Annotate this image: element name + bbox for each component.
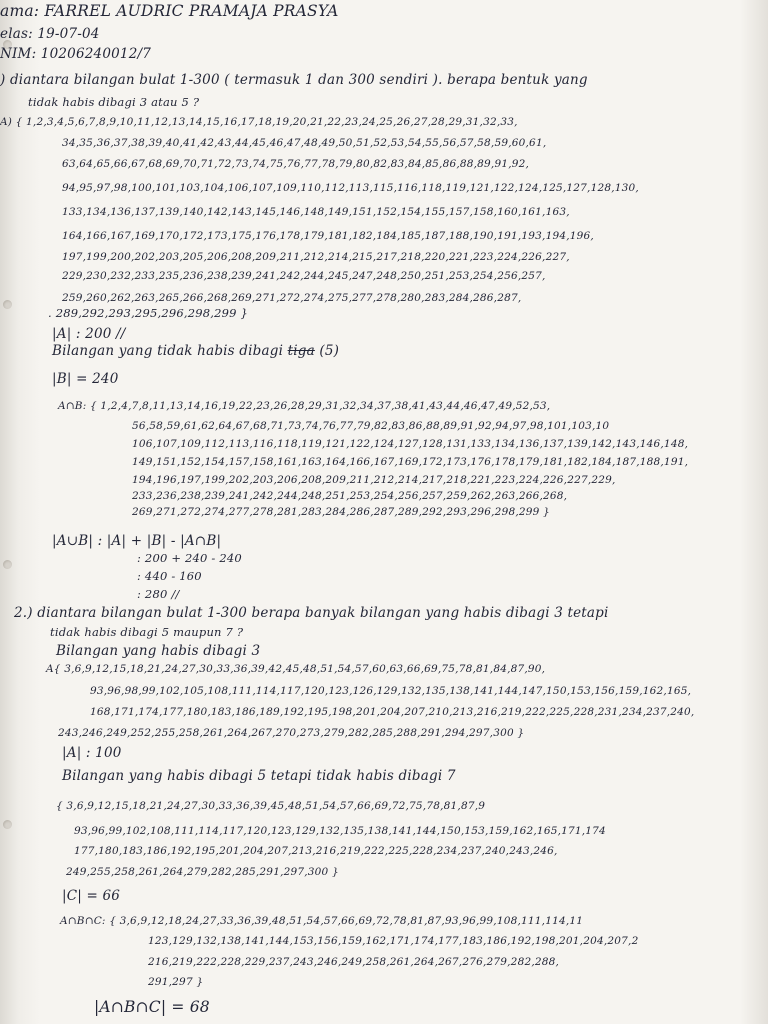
q1-setA-line: 34,35,36,37,38,39,40,41,42,43,44,45,46,47,48,49,50,51,52,53,54,55,56,57,58,59,60,61, <box>62 137 547 149</box>
q1-setA-line: 94,95,97,98,100,101,103,104,106,107,109,110,112,113,115,116,118,119,121,122,124,125,127,128,130, <box>62 182 639 194</box>
q1-AnB-line: 269,271,272,274,277,278,281,283,284,286,287,289,292,293,296,298,299 } <box>132 506 550 518</box>
q1-AnB-line: 106,107,109,112,113,116,118,119,121,122,124,127,128,131,133,134,136,137,139,142,143,146,148, <box>132 438 689 450</box>
q1-not-div5-text: Bilangan yang tidak habis dibagi <box>52 343 284 359</box>
kelas-line: elas: 19-07-04 <box>0 26 100 42</box>
q1-AnB-line: 194,196,197,199,202,203,206,208,209,211,212,214,217,218,221,223,224,226,227,229, <box>132 474 616 486</box>
q1-setA-line: 259,260,262,263,265,266,268,269,271,272,274,275,277,278,280,283,284,286,287, <box>62 292 522 304</box>
binder-hole <box>3 820 12 829</box>
q2-question-line-1: 2.) diantara bilangan bulat 1-300 berapa banyak bilangan yang habis dibagi 3 tetapi <box>14 605 609 621</box>
q1-setA-line: A) { 1,2,3,4,5,6,7,8,9,10,11,12,13,14,15,16,17,18,19,20,21,22,23,24,25,26,27,28,29,31,32,33, <box>0 116 518 128</box>
q2-card-AnBnC: |A∩B∩C| = 68 <box>94 998 210 1016</box>
q1-card-A: |A| : 200 // <box>52 326 126 342</box>
q2-setC-line: 93,96,99,102,108,111,114,117,120,123,129,132,135,138,141,144,150,153,159,162,165,171,174 <box>74 825 606 837</box>
q1-union-line: : 200 + 240 - 240 <box>137 551 242 565</box>
q1-AnB-line: 56,58,59,61,62,64,67,68,71,73,74,76,77,79,82,83,86,88,89,91,92,94,97,98,101,103,10 <box>132 420 610 432</box>
q1-struck-word: tiga <box>287 343 315 359</box>
nim-line: NIM: 10206240012/7 <box>0 46 152 62</box>
q2-AnBnC-line: 291,297 } <box>148 976 204 988</box>
q2-setA-line: 243,246,249,252,255,258,261,264,267,270,273,279,282,285,288,291,294,297,300 } <box>58 727 525 739</box>
binder-hole <box>3 300 12 309</box>
q2-card-A: |A| : 100 <box>62 745 122 761</box>
q1-union-line: |A∪B| : |A| + |B| - |A∩B| <box>52 533 222 549</box>
q1-question-line-1: ) diantara bilangan bulat 1-300 ( termasuk 1 dan 300 sendiri ). berapa bentuk yang <box>0 72 588 88</box>
q1-AnB-line: 233,236,238,239,241,242,244,248,251,253,254,256,257,259,262,263,266,268, <box>132 490 568 502</box>
binder-hole <box>3 560 12 569</box>
q1-union-line: : 280 // <box>137 587 180 601</box>
q1-setA-line: 63,64,65,66,67,68,69,70,71,72,73,74,75,76,77,78,79,80,82,83,84,85,86,88,89,91,92, <box>62 158 530 170</box>
q2-setC-line: { 3,6,9,12,15,18,21,24,27,30,33,36,39,45,48,51,54,57,66,69,72,75,78,81,87,9 <box>56 800 486 812</box>
q1-setA-line: 133,134,136,137,139,140,142,143,145,146,148,149,151,152,154,155,157,158,160,161,163, <box>62 206 570 218</box>
q1-AnB-line: 149,151,152,154,157,158,161,163,164,166,167,169,172,173,176,178,179,181,182,184,187,188,191, <box>132 456 689 468</box>
q2-AnBnC-line: A∩B∩C: { 3,6,9,12,18,24,27,33,36,39,48,51,54,57,66,69,72,78,81,87,93,96,99,108,111,114,11 <box>60 915 584 927</box>
q1-question-line-2: tidak habis dibagi 3 atau 5 ? <box>28 95 200 109</box>
name-line: ama: FARREL AUDRIC PRAMAJA PRASYA <box>0 2 339 20</box>
q1-not-div5-label <box>52 343 339 359</box>
q2-question-line-2: tidak habis dibagi 5 maupun 7 ? <box>50 625 244 639</box>
q2-label-div3: Bilangan yang habis dibagi 3 <box>56 643 261 659</box>
q2-setA-line: 168,171,174,177,180,183,186,189,192,195,198,201,204,207,210,213,216,219,222,225,228,231,234,237,240, <box>90 706 695 718</box>
q1-setA-line: 164,166,167,169,170,172,173,175,176,178,179,181,182,184,185,187,188,190,191,193,194,196, <box>62 230 594 242</box>
q2-label-div5-not7: Bilangan yang habis dibagi 5 tetapi tidak habis dibagi 7 <box>62 768 456 784</box>
q2-setC-line: 249,255,258,261,264,279,282,285,291,297,300 } <box>66 866 339 878</box>
q1-setA-line: . 289,292,293,295,296,298,299 } <box>48 306 249 320</box>
q2-setC-line: 177,180,183,186,192,195,201,204,207,213,216,219,222,225,228,234,237,240,243,246, <box>74 845 558 857</box>
q2-AnBnC-line: 216,219,222,228,229,237,243,246,249,258,261,264,267,276,279,282,288, <box>148 956 560 968</box>
q2-AnBnC-line: 123,129,132,138,141,144,153,156,159,162,171,174,177,183,186,192,198,201,204,207,2 <box>148 935 639 947</box>
q1-not-div5-tail: (5) <box>319 343 340 359</box>
q1-AnB-line: A∩B: { 1,2,4,7,8,11,13,14,16,19,22,23,26,28,29,31,32,34,37,38,41,43,44,46,47,49,52,53, <box>58 400 551 412</box>
q2-setA-line: A{ 3,6,9,12,15,18,21,24,27,30,33,36,39,42,45,48,51,54,57,60,63,66,69,75,78,81,84,87,90, <box>46 663 546 675</box>
q1-card-B: |B| = 240 <box>52 371 119 387</box>
q1-union-line: : 440 - 160 <box>137 569 202 583</box>
binder-holes <box>0 0 16 1024</box>
q1-setA-line: 197,199,200,202,203,205,206,208,209,211,212,214,215,217,218,220,221,223,224,226,227, <box>62 251 570 263</box>
q1-setA-line: 229,230,232,233,235,236,238,239,241,242,244,245,247,248,250,251,253,254,256,257, <box>62 270 546 282</box>
q2-card-C: |C| = 66 <box>62 888 121 904</box>
q2-setA-line: 93,96,98,99,102,105,108,111,114,117,120,123,126,129,132,135,138,141,144,147,150,153,156,159,162,165, <box>90 685 692 697</box>
